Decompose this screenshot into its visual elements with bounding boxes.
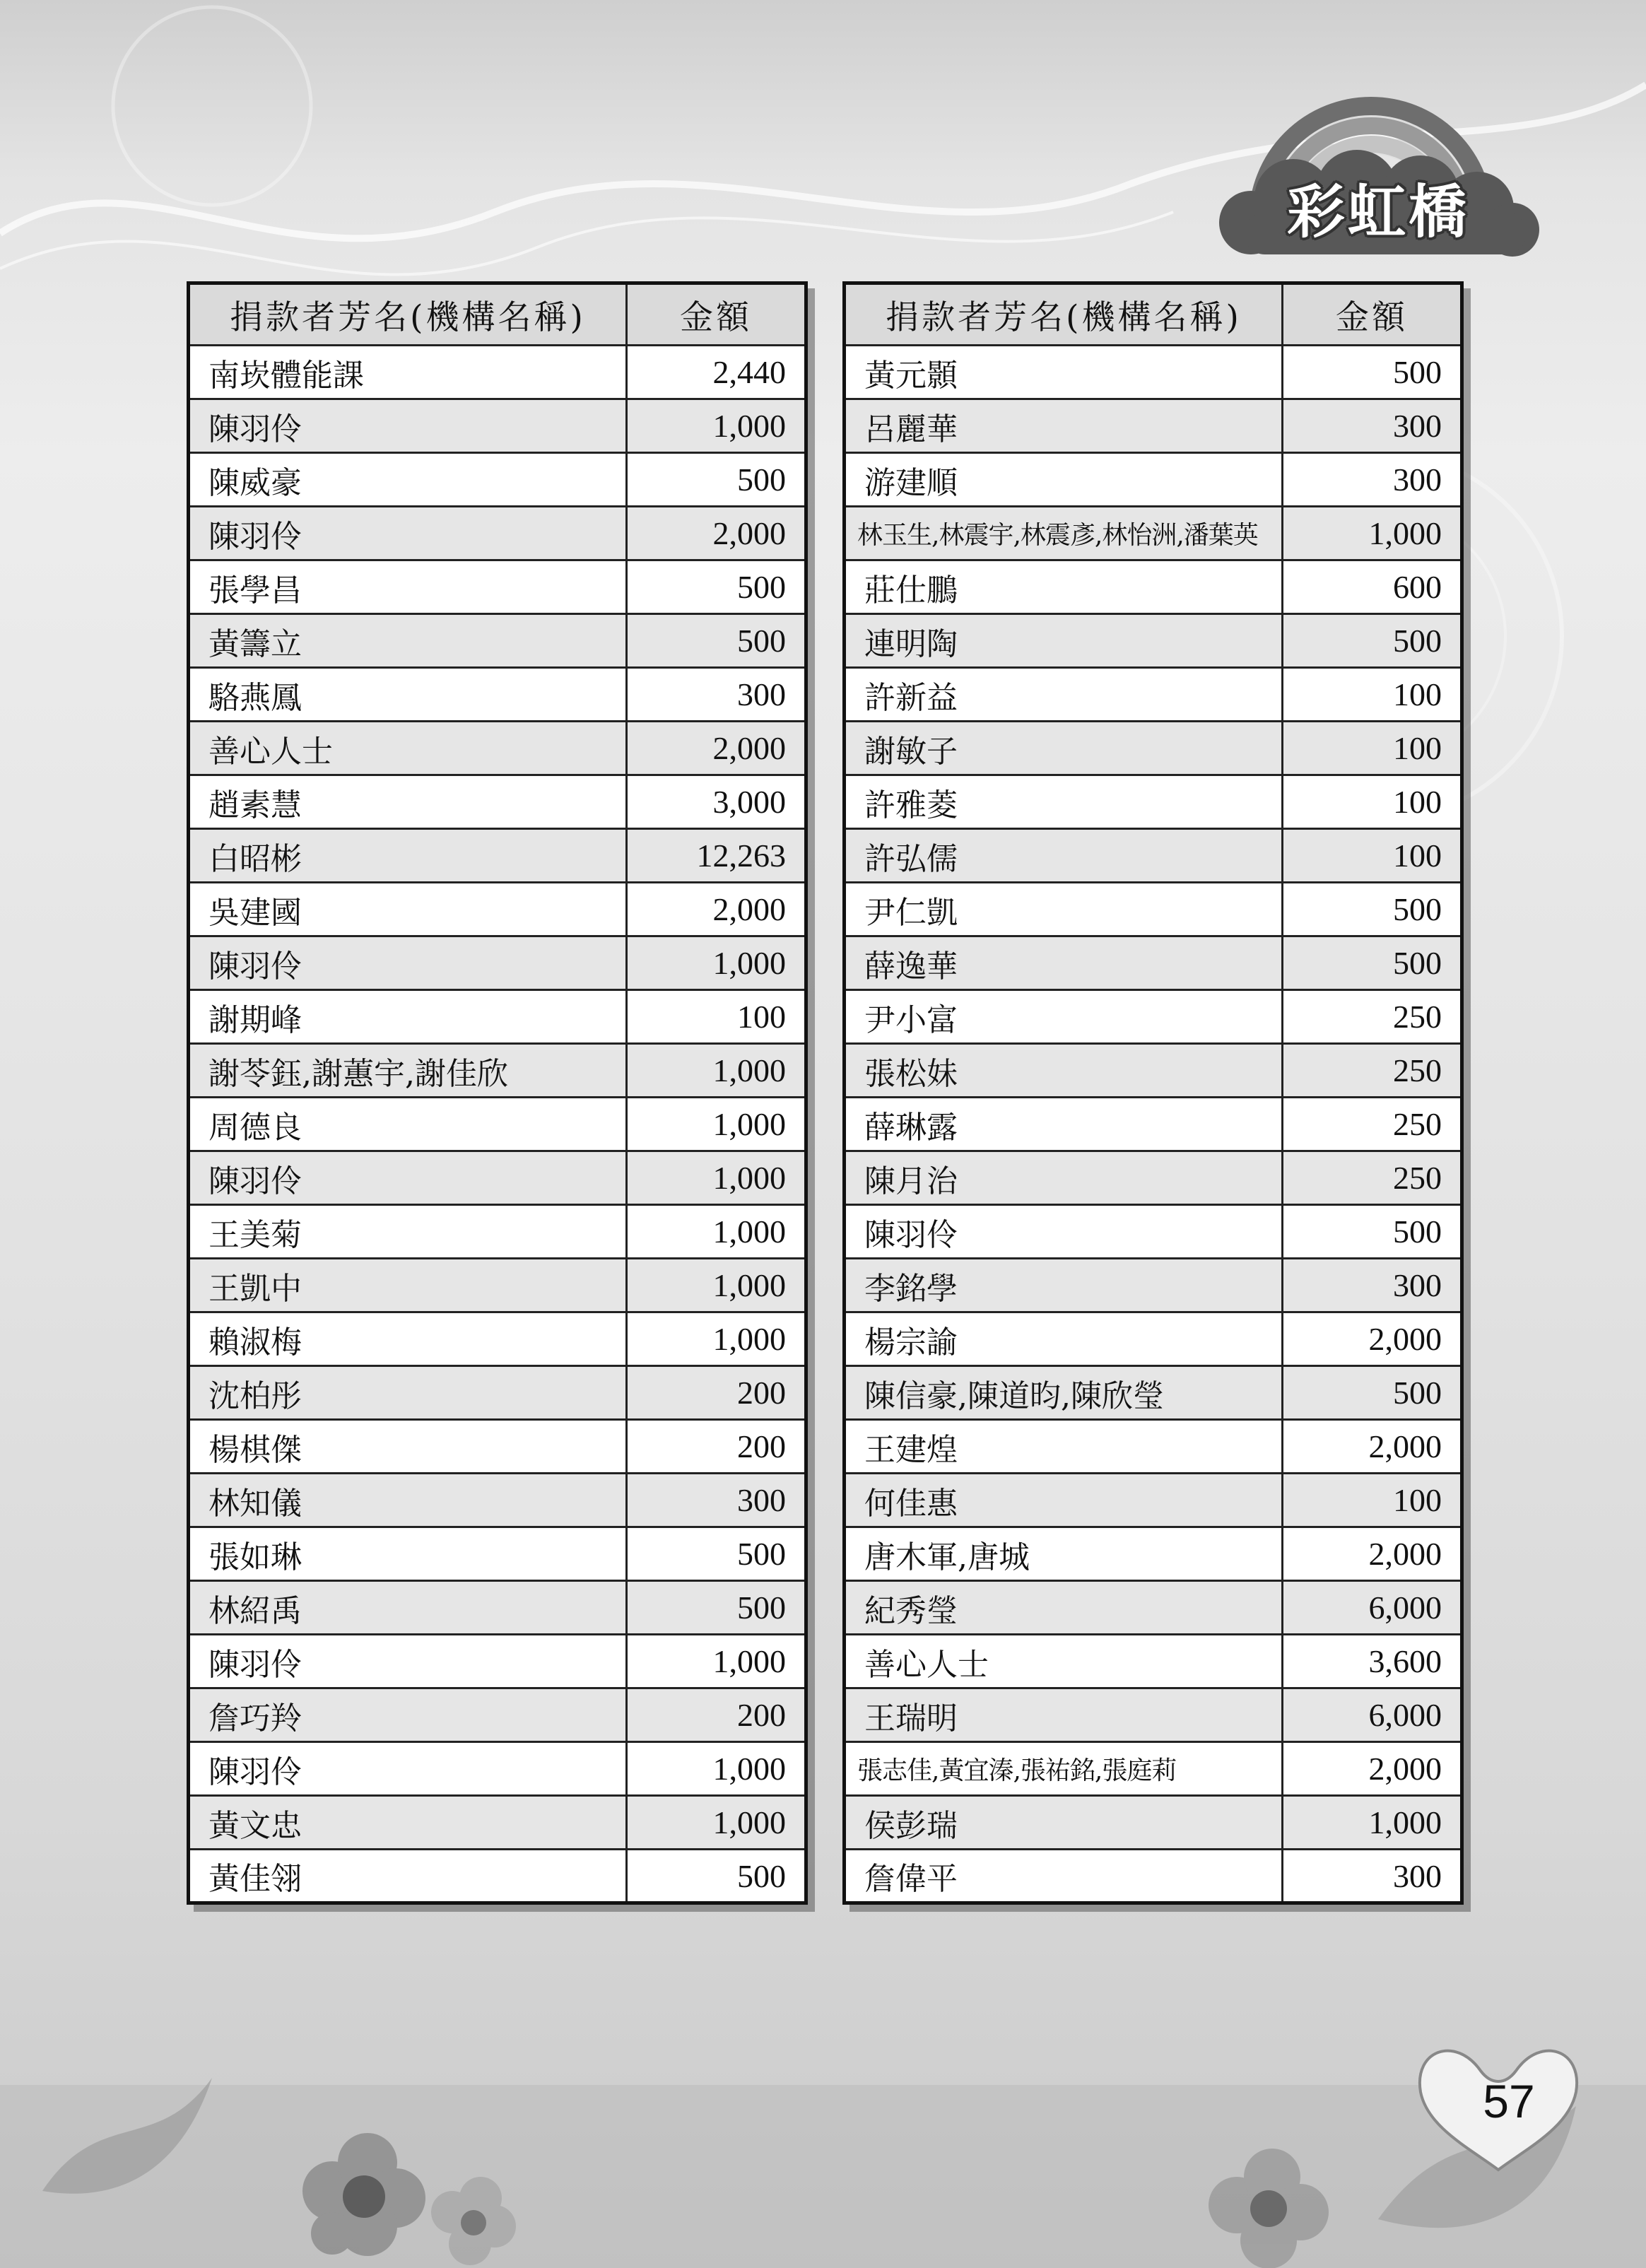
table-row bbox=[845, 560, 1462, 614]
page-number: 57 bbox=[1483, 2075, 1535, 2127]
table-row bbox=[845, 936, 1462, 990]
donor-name: 尹小富 bbox=[845, 990, 1283, 1044]
donation-amount: 1,000 bbox=[627, 1259, 806, 1312]
donation-amount: 500 bbox=[1283, 1366, 1462, 1420]
donation-amount: 250 bbox=[1283, 1044, 1462, 1098]
table-row bbox=[845, 1796, 1462, 1850]
donor-name: 黃籌立 bbox=[189, 614, 627, 668]
donor-name: 陳月治 bbox=[845, 1151, 1283, 1205]
table-row bbox=[189, 507, 806, 560]
donation-amount: 300 bbox=[1283, 453, 1462, 507]
donation-amount: 600 bbox=[1283, 560, 1462, 614]
table-row bbox=[189, 453, 806, 507]
donor-name: 王美菊 bbox=[189, 1205, 627, 1259]
donor-name: 陳威豪 bbox=[189, 453, 627, 507]
donation-amount: 500 bbox=[1283, 883, 1462, 936]
table-row bbox=[845, 1312, 1462, 1366]
donation-amount: 1,000 bbox=[1283, 1796, 1462, 1850]
donation-amount: 12,263 bbox=[627, 829, 806, 883]
table-row bbox=[189, 1044, 806, 1098]
table-row bbox=[845, 507, 1462, 560]
donor-name: 林紹禹 bbox=[189, 1581, 627, 1635]
donor-name: 林玉生,林震宇,林震彥,林怡洲,潘葉英 bbox=[845, 507, 1283, 560]
donor-name: 黃元顥 bbox=[845, 346, 1283, 399]
donor-name: 陳信豪,陳道昀,陳欣瑩 bbox=[845, 1366, 1283, 1420]
table-row bbox=[189, 883, 806, 936]
table-row bbox=[189, 829, 806, 883]
donation-amount: 2,000 bbox=[1283, 1312, 1462, 1366]
table-row bbox=[845, 346, 1462, 399]
donor-table-left bbox=[187, 281, 808, 1905]
donation-amount: 500 bbox=[627, 614, 806, 668]
table-row bbox=[845, 1742, 1462, 1796]
donation-amount: 2,000 bbox=[1283, 1742, 1462, 1796]
donor-name: 薛逸華 bbox=[845, 936, 1283, 990]
table-row bbox=[189, 346, 806, 399]
table-row bbox=[845, 668, 1462, 722]
donor-name: 駱燕鳳 bbox=[189, 668, 627, 722]
table-row bbox=[189, 614, 806, 668]
table-row bbox=[845, 775, 1462, 829]
donation-amount: 2,440 bbox=[627, 346, 806, 399]
table-row bbox=[189, 1796, 806, 1850]
donor-name: 唐木軍,唐城 bbox=[845, 1527, 1283, 1581]
table-row bbox=[189, 1205, 806, 1259]
donation-amount: 3,000 bbox=[627, 775, 806, 829]
table-row bbox=[845, 1151, 1462, 1205]
donor-name: 尹仁凱 bbox=[845, 883, 1283, 936]
donor-name: 許弘儒 bbox=[845, 829, 1283, 883]
donor-name: 紀秀瑩 bbox=[845, 1581, 1283, 1635]
donation-amount: 1,000 bbox=[627, 1098, 806, 1151]
table-row bbox=[189, 399, 806, 453]
table-row bbox=[189, 1581, 806, 1635]
donor-name: 張學昌 bbox=[189, 560, 627, 614]
donation-amount: 2,000 bbox=[627, 883, 806, 936]
donation-amount: 250 bbox=[1283, 1098, 1462, 1151]
donor-name: 黃佳翎 bbox=[189, 1850, 627, 1903]
table-row bbox=[189, 1420, 806, 1474]
donor-name: 南崁體能課 bbox=[189, 346, 627, 399]
donation-amount: 2,000 bbox=[627, 507, 806, 560]
donation-amount: 500 bbox=[1283, 1205, 1462, 1259]
donation-amount: 1,000 bbox=[627, 1205, 806, 1259]
table-row bbox=[189, 990, 806, 1044]
table-row bbox=[845, 1420, 1462, 1474]
donor-name: 善心人士 bbox=[189, 722, 627, 775]
table-row bbox=[189, 1366, 806, 1420]
donor-name: 陳羽伶 bbox=[189, 1151, 627, 1205]
donor-name: 吳建國 bbox=[189, 883, 627, 936]
table-row bbox=[845, 1366, 1462, 1420]
donor-name: 林知儀 bbox=[189, 1474, 627, 1527]
table-row bbox=[845, 453, 1462, 507]
table-row bbox=[845, 1635, 1462, 1688]
donation-amount: 1,000 bbox=[627, 1044, 806, 1098]
donor-name: 趙素慧 bbox=[189, 775, 627, 829]
donation-amount: 250 bbox=[1283, 990, 1462, 1044]
donor-name: 莊仕鵬 bbox=[845, 560, 1283, 614]
donor-table-right bbox=[842, 281, 1464, 1905]
donor-name: 陳羽伶 bbox=[189, 399, 627, 453]
donation-amount: 500 bbox=[1283, 614, 1462, 668]
table-row bbox=[189, 1688, 806, 1742]
donation-amount: 100 bbox=[1283, 668, 1462, 722]
donation-amount: 300 bbox=[627, 1474, 806, 1527]
table-header-row bbox=[845, 283, 1462, 346]
donor-name: 薛琳露 bbox=[845, 1098, 1283, 1151]
table-row bbox=[189, 936, 806, 990]
table-row bbox=[845, 883, 1462, 936]
donation-amount: 1,000 bbox=[627, 1742, 806, 1796]
table-row bbox=[189, 560, 806, 614]
donor-name: 王建煌 bbox=[845, 1420, 1283, 1474]
table-row bbox=[189, 1312, 806, 1366]
donation-amount: 500 bbox=[1283, 346, 1462, 399]
table-row bbox=[845, 1259, 1462, 1312]
table-row bbox=[845, 1098, 1462, 1151]
column-header-amount: 金額 bbox=[1283, 283, 1462, 346]
donor-name: 陳羽伶 bbox=[845, 1205, 1283, 1259]
donor-name: 沈柏彤 bbox=[189, 1366, 627, 1420]
donation-amount: 500 bbox=[627, 1527, 806, 1581]
donor-name: 許新益 bbox=[845, 668, 1283, 722]
table-row bbox=[845, 1205, 1462, 1259]
donor-name: 連明陶 bbox=[845, 614, 1283, 668]
donation-amount: 6,000 bbox=[1283, 1688, 1462, 1742]
donation-amount: 100 bbox=[627, 990, 806, 1044]
table-row bbox=[189, 1850, 806, 1903]
donor-name: 陳羽伶 bbox=[189, 1742, 627, 1796]
table-row bbox=[845, 829, 1462, 883]
donor-name: 楊棋傑 bbox=[189, 1420, 627, 1474]
donation-amount: 500 bbox=[1283, 936, 1462, 990]
table-row bbox=[845, 990, 1462, 1044]
donor-name: 謝敏子 bbox=[845, 722, 1283, 775]
donation-amount: 100 bbox=[1283, 722, 1462, 775]
donor-name: 詹偉平 bbox=[845, 1850, 1283, 1903]
table-row bbox=[845, 399, 1462, 453]
donor-name: 周德良 bbox=[189, 1098, 627, 1151]
table-row bbox=[845, 1044, 1462, 1098]
donor-name: 張松妹 bbox=[845, 1044, 1283, 1098]
donor-name: 張如琳 bbox=[189, 1527, 627, 1581]
donation-amount: 100 bbox=[1283, 775, 1462, 829]
table-row bbox=[845, 1688, 1462, 1742]
donor-name: 游建順 bbox=[845, 453, 1283, 507]
donation-amount: 1,000 bbox=[627, 1635, 806, 1688]
table-row bbox=[189, 1635, 806, 1688]
donation-amount: 300 bbox=[627, 668, 806, 722]
donation-amount: 300 bbox=[1283, 399, 1462, 453]
donor-name: 陳羽伶 bbox=[189, 507, 627, 560]
donation-amount: 100 bbox=[1283, 1474, 1462, 1527]
table-row bbox=[845, 1850, 1462, 1903]
column-header-amount: 金額 bbox=[627, 283, 806, 346]
table-row bbox=[189, 1151, 806, 1205]
donor-name: 陳羽伶 bbox=[189, 1635, 627, 1688]
donor-name: 詹巧羚 bbox=[189, 1688, 627, 1742]
table-row bbox=[845, 1527, 1462, 1581]
donor-name: 善心人士 bbox=[845, 1635, 1283, 1688]
donor-name: 賴淑梅 bbox=[189, 1312, 627, 1366]
donor-name: 侯彭瑞 bbox=[845, 1796, 1283, 1850]
table-row bbox=[845, 722, 1462, 775]
table-row bbox=[189, 668, 806, 722]
donor-name: 王瑞明 bbox=[845, 1688, 1283, 1742]
donor-name: 白昭彬 bbox=[189, 829, 627, 883]
donation-amount: 250 bbox=[1283, 1151, 1462, 1205]
table-row bbox=[189, 1098, 806, 1151]
donation-amount: 1,000 bbox=[627, 1151, 806, 1205]
donation-amount: 500 bbox=[627, 1581, 806, 1635]
donation-amount: 200 bbox=[627, 1688, 806, 1742]
donor-name: 陳羽伶 bbox=[189, 936, 627, 990]
donor-name: 謝期峰 bbox=[189, 990, 627, 1044]
donation-amount: 300 bbox=[1283, 1259, 1462, 1312]
table-row bbox=[189, 1742, 806, 1796]
donation-amount: 2,000 bbox=[627, 722, 806, 775]
table-row bbox=[189, 775, 806, 829]
table-row bbox=[189, 1474, 806, 1527]
donor-name: 謝苓鈺,謝蕙宇,謝佳欣 bbox=[189, 1044, 627, 1098]
donor-name: 許雅菱 bbox=[845, 775, 1283, 829]
donation-amount: 500 bbox=[627, 453, 806, 507]
donor-name: 張志佳,黃宜溱,張祐銘,張庭莉 bbox=[845, 1742, 1283, 1796]
donor-name: 楊宗諭 bbox=[845, 1312, 1283, 1366]
donation-amount: 2,000 bbox=[1283, 1527, 1462, 1581]
donation-amount: 500 bbox=[627, 560, 806, 614]
table-row bbox=[189, 1527, 806, 1581]
table-row bbox=[189, 722, 806, 775]
donation-amount: 6,000 bbox=[1283, 1581, 1462, 1635]
table-row bbox=[845, 1474, 1462, 1527]
donation-amount: 2,000 bbox=[1283, 1420, 1462, 1474]
donation-amount: 1,000 bbox=[627, 399, 806, 453]
table-row bbox=[845, 1581, 1462, 1635]
donation-amount: 300 bbox=[1283, 1850, 1462, 1903]
donor-name: 李銘學 bbox=[845, 1259, 1283, 1312]
donation-amount: 1,000 bbox=[627, 936, 806, 990]
donation-amount: 1,000 bbox=[627, 1796, 806, 1850]
table-header-row bbox=[189, 283, 806, 346]
logo-text: 彩虹橋 bbox=[1286, 179, 1469, 246]
donation-amount: 500 bbox=[627, 1850, 806, 1903]
donation-amount: 200 bbox=[627, 1420, 806, 1474]
donation-amount: 200 bbox=[627, 1366, 806, 1420]
donor-name: 呂麗華 bbox=[845, 399, 1283, 453]
donor-name: 何佳惠 bbox=[845, 1474, 1283, 1527]
column-header-name: 捐款者芳名(機構名稱) bbox=[189, 283, 627, 346]
donation-amount: 100 bbox=[1283, 829, 1462, 883]
donation-amount: 3,600 bbox=[1283, 1635, 1462, 1688]
table-row bbox=[845, 614, 1462, 668]
donor-name: 王凱中 bbox=[189, 1259, 627, 1312]
column-header-name: 捐款者芳名(機構名稱) bbox=[845, 283, 1283, 346]
table-row bbox=[189, 1259, 806, 1312]
donor-name: 黃文忠 bbox=[189, 1796, 627, 1850]
donation-amount: 1,000 bbox=[1283, 507, 1462, 560]
donation-amount: 1,000 bbox=[627, 1312, 806, 1366]
